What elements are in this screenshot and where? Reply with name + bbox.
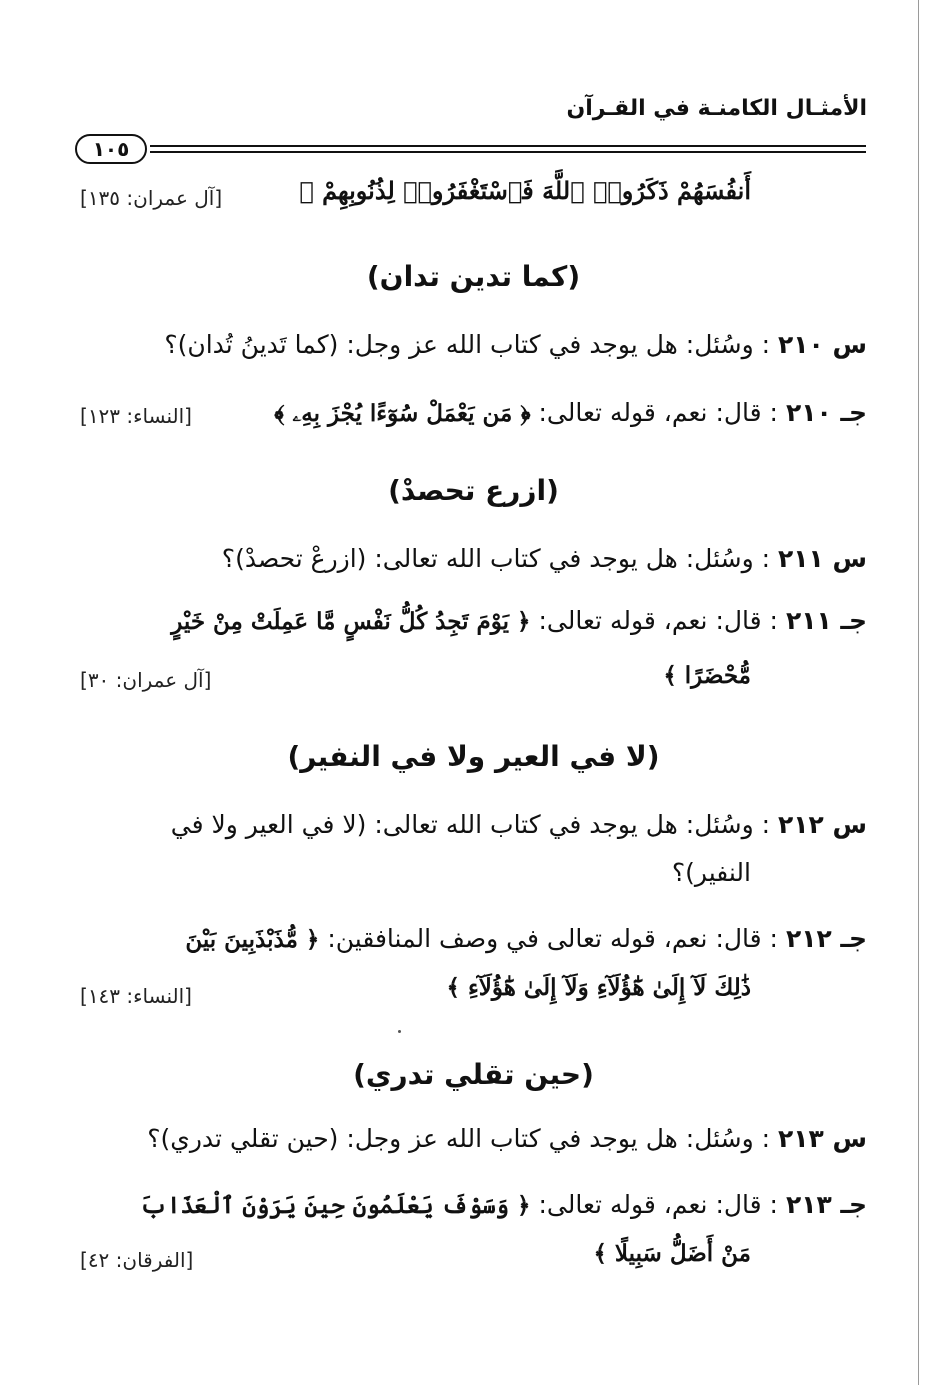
- answer-text: : قال: نعم، قوله تعالى:: [538, 1190, 778, 1219]
- continuation-verse: أَنفُسَهُمْ ذَكَرُوا۟ ٱللَّهَ فَٱسْتَغْفَرُوا۟ لِذُنُوبِهِمْ ﴾: [299, 176, 751, 205]
- answer-line: [80, 924, 867, 953]
- question-number: س ٢١٠: [778, 330, 867, 359]
- answer-line: [80, 606, 867, 635]
- question-text: : وسُئل: هل يوجد في كتاب الله تعالى: (لا في العير ولا في: [170, 810, 771, 839]
- answer-text: : قال: نعم، قوله تعالى:: [538, 606, 778, 635]
- quran-verse: ﴿ يَوْمَ تَجِدُ كُلُّ نَفْسٍ مَّا عَمِلَتْ مِنْ خَيْرٍ: [171, 608, 531, 635]
- question-text: : وسُئل: هل يوجد في كتاب الله تعالى: (ازرعْ تحصدْ)؟: [221, 544, 771, 573]
- question-continuation: النفير)؟: [671, 858, 751, 887]
- answer-text: : قال: نعم، قوله تعالى:: [538, 398, 778, 427]
- answer-line: [80, 398, 867, 427]
- header-rule: [150, 151, 866, 153]
- question-line: [80, 1124, 867, 1153]
- answer-number: جـ ٢١٣: [785, 1190, 867, 1219]
- question-number: س ٢١١: [778, 544, 867, 573]
- quran-verse: ﴿ وَسَوْفَ يَعْلَمُونَ حِينَ يَرَوْنَ ٱلْعَذَابَ: [140, 1192, 531, 1219]
- verse-reference: [النساء: ١٤٣]: [80, 984, 192, 1008]
- verse-reference: [آل عمران: ١٣٥]: [80, 186, 223, 210]
- verse-continuation: مُّحْضَرًا ﴾: [663, 662, 751, 689]
- verse-continuation: ذَٰلِكَ لَآ إِلَىٰ هَٰٓؤُلَآءِ وَلَآ إِلَىٰ هَٰٓؤُلَآءِ ﴾: [446, 974, 751, 1001]
- quran-verse: ﴿ مَن يَعْمَلْ سُوٓءًا يُجْزَ بِهِۦ ﴾: [274, 400, 531, 427]
- question-number: س ٢١٢: [778, 810, 867, 839]
- question-text: : وسُئل: هل يوجد في كتاب الله عز وجل: (حين تقلي تدري)؟: [147, 1124, 771, 1153]
- section-heading: (لا في العير ولا في النفير): [287, 740, 660, 773]
- question-text: : وسُئل: هل يوجد في كتاب الله عز وجل: (كما تَدينُ تُدان)؟: [164, 330, 771, 359]
- section-heading: (كما تدين تدان): [366, 260, 581, 293]
- print-speck: [398, 1030, 401, 1033]
- answer-number: جـ ٢١١: [785, 606, 867, 635]
- answer-text: : قال: نعم، قوله تعالى في وصف المنافقين:: [327, 924, 778, 953]
- running-title: الأمثـال الكامنـة في القـرآن: [566, 96, 867, 121]
- answer-number: جـ ٢١٢: [785, 924, 867, 953]
- question-line: [80, 330, 867, 359]
- header-rule: [150, 145, 866, 147]
- page-edge-line: [918, 0, 919, 1385]
- page-number: ١٠٥: [75, 134, 147, 164]
- question-line: [80, 544, 867, 573]
- answer-number: جـ ٢١٠: [785, 398, 867, 427]
- verse-reference: [الفرقان: ٤٢]: [80, 1248, 194, 1272]
- verse-reference: [النساء: ١٢٣]: [80, 404, 192, 428]
- section-heading: (حين تقلي تدري): [353, 1058, 594, 1091]
- question-line: [80, 810, 867, 839]
- quran-verse: ﴿ مُّذَبْذَبِينَ بَيْنَ: [185, 926, 320, 953]
- question-number: س ٢١٣: [778, 1124, 867, 1153]
- verse-continuation: مَنْ أَضَلُّ سَبِيلًا ﴾: [593, 1240, 751, 1267]
- section-heading: (ازرع تحصدْ): [388, 474, 559, 507]
- verse-reference: [آل عمران: ٣٠]: [80, 668, 212, 692]
- answer-line: [80, 1190, 867, 1219]
